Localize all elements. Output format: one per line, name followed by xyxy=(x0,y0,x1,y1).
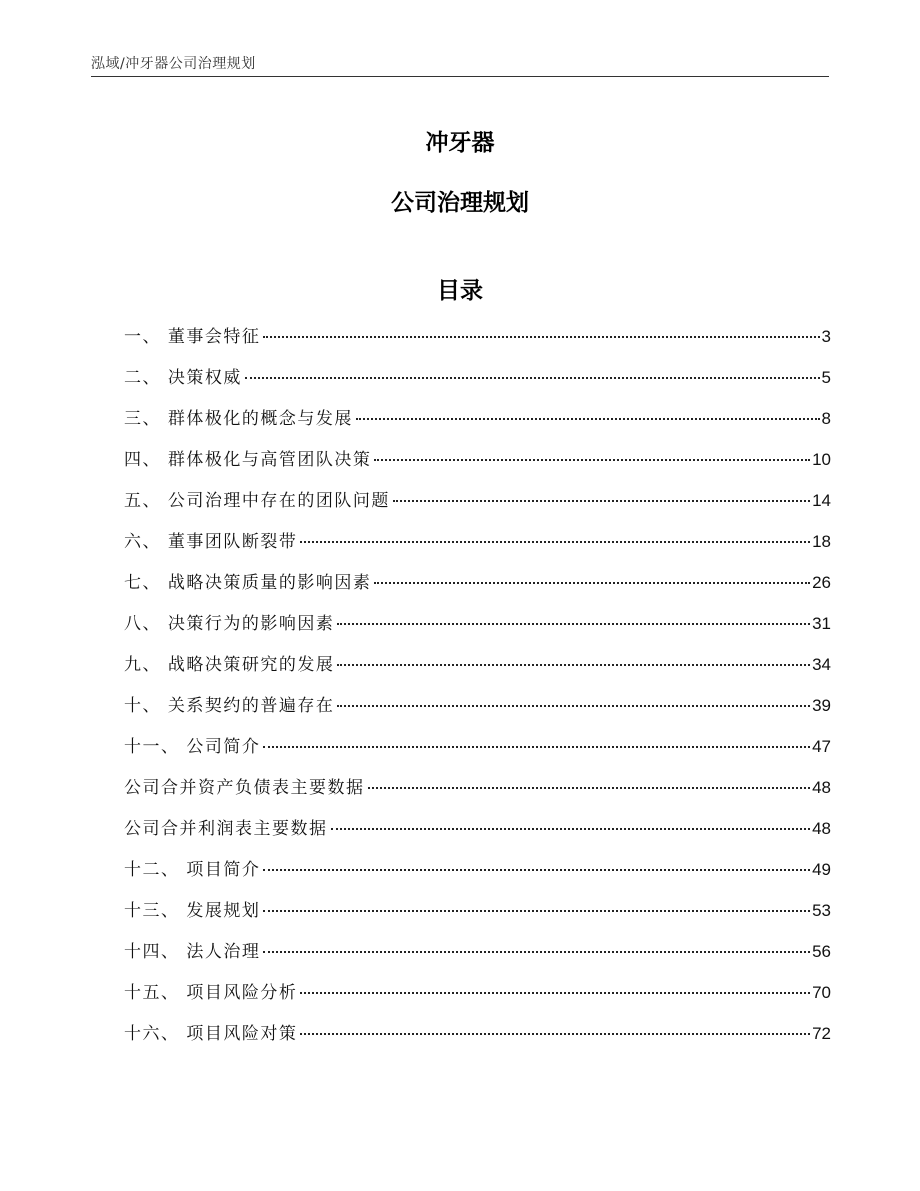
toc-entry-label: 四、 群体极化与高管团队决策 xyxy=(124,450,372,470)
toc-page-number: 39 xyxy=(812,696,831,715)
toc-entry[interactable] xyxy=(124,732,831,773)
toc-dot-leader xyxy=(300,541,810,543)
toc-dot-leader xyxy=(245,377,820,379)
toc-entry[interactable] xyxy=(124,814,831,855)
toc-entry[interactable] xyxy=(124,855,831,896)
toc-entry[interactable] xyxy=(124,773,831,814)
toc-entry-label: 十四、 法人治理 xyxy=(124,942,261,962)
toc-dot-leader xyxy=(374,459,810,461)
toc-entry[interactable] xyxy=(124,691,831,732)
toc-entry-label: 三、 群体极化的概念与发展 xyxy=(124,409,353,429)
toc-entry[interactable] xyxy=(124,322,831,363)
toc-dot-leader xyxy=(263,746,810,748)
toc-heading: 目录 xyxy=(437,278,483,304)
toc-dot-leader xyxy=(263,951,810,953)
toc-dot-leader xyxy=(337,705,810,707)
toc-dot-leader xyxy=(337,664,810,666)
table-of-contents xyxy=(124,322,831,1060)
toc-page-number: 48 xyxy=(812,819,831,838)
toc-entry[interactable] xyxy=(124,978,831,1019)
toc-entry-label: 一、 董事会特征 xyxy=(124,327,261,347)
toc-dot-leader xyxy=(337,623,810,625)
toc-entry[interactable] xyxy=(124,568,831,609)
toc-entry[interactable] xyxy=(124,937,831,978)
toc-entry-label: 九、 战略决策研究的发展 xyxy=(124,655,335,675)
toc-entry[interactable] xyxy=(124,486,831,527)
toc-page-number: 56 xyxy=(812,942,831,961)
toc-entry-label: 五、 公司治理中存在的团队问题 xyxy=(124,491,390,511)
toc-page-number: 10 xyxy=(812,450,831,469)
toc-page-number: 18 xyxy=(812,532,831,551)
toc-entry-label: 十二、 项目简介 xyxy=(124,860,261,880)
toc-page-number: 31 xyxy=(812,614,831,633)
toc-entry[interactable] xyxy=(124,650,831,691)
toc-entry-label: 二、 决策权威 xyxy=(124,368,242,388)
toc-entry[interactable] xyxy=(124,609,831,650)
toc-page-number: 34 xyxy=(812,655,831,674)
toc-entry[interactable] xyxy=(124,404,831,445)
toc-page-number: 48 xyxy=(812,778,831,797)
toc-entry-label: 十五、 项目风险分析 xyxy=(124,983,298,1003)
document-subtitle: 公司治理规划 xyxy=(391,190,529,216)
toc-entry[interactable] xyxy=(124,363,831,404)
toc-dot-leader xyxy=(374,582,810,584)
toc-dot-leader xyxy=(331,828,811,830)
toc-page-number: 5 xyxy=(821,368,831,387)
toc-dot-leader xyxy=(393,500,810,502)
toc-page-number: 70 xyxy=(812,983,831,1002)
document-title: 冲牙器 xyxy=(425,130,495,156)
toc-dot-leader xyxy=(263,336,819,338)
toc-entry-label: 十三、 发展规划 xyxy=(124,901,261,921)
toc-dot-leader xyxy=(263,910,810,912)
toc-dot-leader xyxy=(368,787,811,789)
toc-entry-label: 十、 关系契约的普遍存在 xyxy=(124,696,335,716)
toc-entry-label: 公司合并利润表主要数据 xyxy=(124,819,328,839)
toc-entry-label: 十一、 公司简介 xyxy=(124,737,261,757)
toc-page-number: 14 xyxy=(812,491,831,510)
toc-page-number: 49 xyxy=(812,860,831,879)
toc-dot-leader xyxy=(356,418,820,420)
running-header: 泓域/冲牙器公司治理规划 xyxy=(91,56,256,72)
header-divider xyxy=(91,76,829,77)
toc-dot-leader xyxy=(263,869,810,871)
toc-entry-label: 七、 战略决策质量的影响因素 xyxy=(124,573,372,593)
toc-entry[interactable] xyxy=(124,527,831,568)
toc-page-number: 53 xyxy=(812,901,831,920)
toc-page-number: 8 xyxy=(821,409,831,428)
toc-page-number: 72 xyxy=(812,1024,831,1043)
toc-entry-label: 六、 董事团队断裂带 xyxy=(124,532,298,552)
toc-entry-label: 十六、 项目风险对策 xyxy=(124,1024,298,1044)
toc-page-number: 26 xyxy=(812,573,831,592)
toc-page-number: 47 xyxy=(812,737,831,756)
toc-entry-label: 八、 决策行为的影响因素 xyxy=(124,614,335,634)
toc-entry-label: 公司合并资产负债表主要数据 xyxy=(124,778,365,798)
toc-entry[interactable] xyxy=(124,1019,831,1060)
toc-dot-leader xyxy=(300,992,810,994)
toc-dot-leader xyxy=(300,1033,810,1035)
toc-entry[interactable] xyxy=(124,445,831,486)
toc-entry[interactable] xyxy=(124,896,831,937)
toc-page-number: 3 xyxy=(821,327,831,346)
